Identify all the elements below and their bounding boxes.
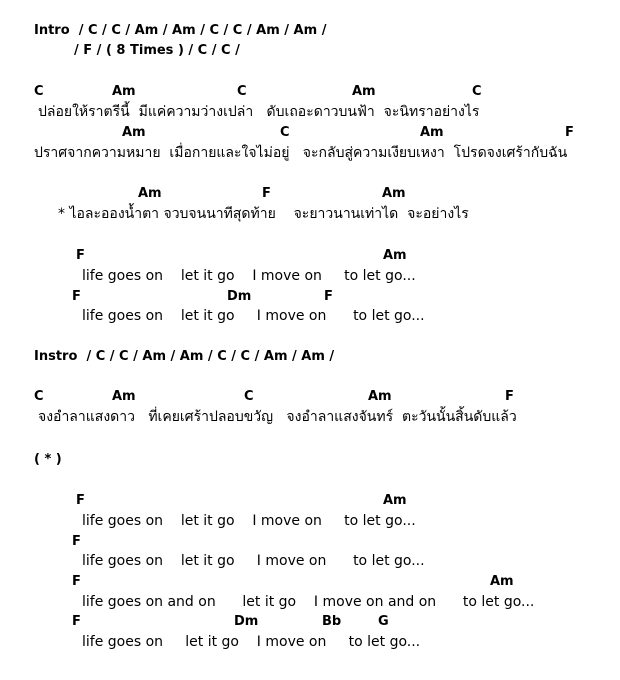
lyric-line: ปล่อยให้ราตรีนี้ มีแค่ความว่างเปล่า ดับเถอะดาวบนฟ้า จะนิทราอย่างไร bbox=[38, 104, 480, 120]
chord: F bbox=[505, 389, 514, 404]
chord: Am bbox=[490, 574, 514, 589]
chord: Am bbox=[368, 389, 392, 404]
lyric-line: life goes on let it go I move on to let go... bbox=[82, 553, 425, 569]
chord: Am bbox=[138, 186, 162, 201]
chord: F bbox=[76, 493, 85, 508]
chord: C bbox=[244, 389, 254, 404]
lyric-line: ปราศจากความหมาย เมื่อกายและใจไม่อยู่ จะกลับสู่ความเงียบเหงา โปรดจงเศร้ากับฉัน bbox=[34, 145, 568, 161]
lyric-line: * ไอละอองน้ำตา จวบจนนาทีสุดท้าย จะยาวนานเท่าได จะอย่างไร bbox=[58, 206, 469, 222]
chord: Am bbox=[420, 125, 444, 140]
chord: Am bbox=[112, 84, 136, 99]
chord: F bbox=[324, 289, 333, 304]
chord: Am bbox=[352, 84, 376, 99]
lyric-line: life goes on let it go I move on to let go... bbox=[82, 308, 425, 324]
chord: C bbox=[280, 125, 290, 140]
chord: Dm bbox=[227, 289, 252, 304]
chord: F bbox=[565, 125, 574, 140]
chord: F bbox=[262, 186, 271, 201]
chord: Am bbox=[383, 248, 407, 263]
chord: C bbox=[34, 389, 44, 404]
intro-line-2: / F / ( 8 Times ) / C / C / bbox=[74, 43, 240, 58]
chord: F bbox=[72, 534, 81, 549]
chord: F bbox=[72, 614, 81, 629]
chord: C bbox=[237, 84, 247, 99]
instro-line: Instro / C / C / Am / Am / C / C / Am / Am / bbox=[34, 349, 335, 364]
chord: Am bbox=[122, 125, 146, 140]
chord: Am bbox=[112, 389, 136, 404]
lyric-line: จงอำลาแสงดาว ที่เคยเศร้าปลอบขวัญ จงอำลาแสงจันทร์ ตะวันนั้นสิ้นดับแล้ว bbox=[38, 409, 517, 425]
chord: Bb bbox=[322, 614, 342, 629]
chord: Dm bbox=[234, 614, 259, 629]
chord: Am bbox=[382, 186, 406, 201]
lyric-line: life goes on and on let it go I move on and on to let go... bbox=[82, 594, 535, 610]
chord: Am bbox=[383, 493, 407, 508]
repeat-marker: ( * ) bbox=[34, 452, 62, 467]
chord: F bbox=[76, 248, 85, 263]
lyric-line: life goes on let it go I move on to let go... bbox=[82, 634, 421, 650]
lyric-line: life goes on let it go I move on to let go... bbox=[82, 268, 416, 284]
chord: G bbox=[378, 614, 389, 629]
lyric-line: life goes on let it go I move on to let go... bbox=[82, 513, 416, 529]
intro-line-1: Intro / C / C / Am / Am / C / C / Am / Am / bbox=[34, 23, 327, 38]
chord: C bbox=[34, 84, 44, 99]
chord: F bbox=[72, 574, 81, 589]
chord: F bbox=[72, 289, 81, 304]
chord: C bbox=[472, 84, 482, 99]
